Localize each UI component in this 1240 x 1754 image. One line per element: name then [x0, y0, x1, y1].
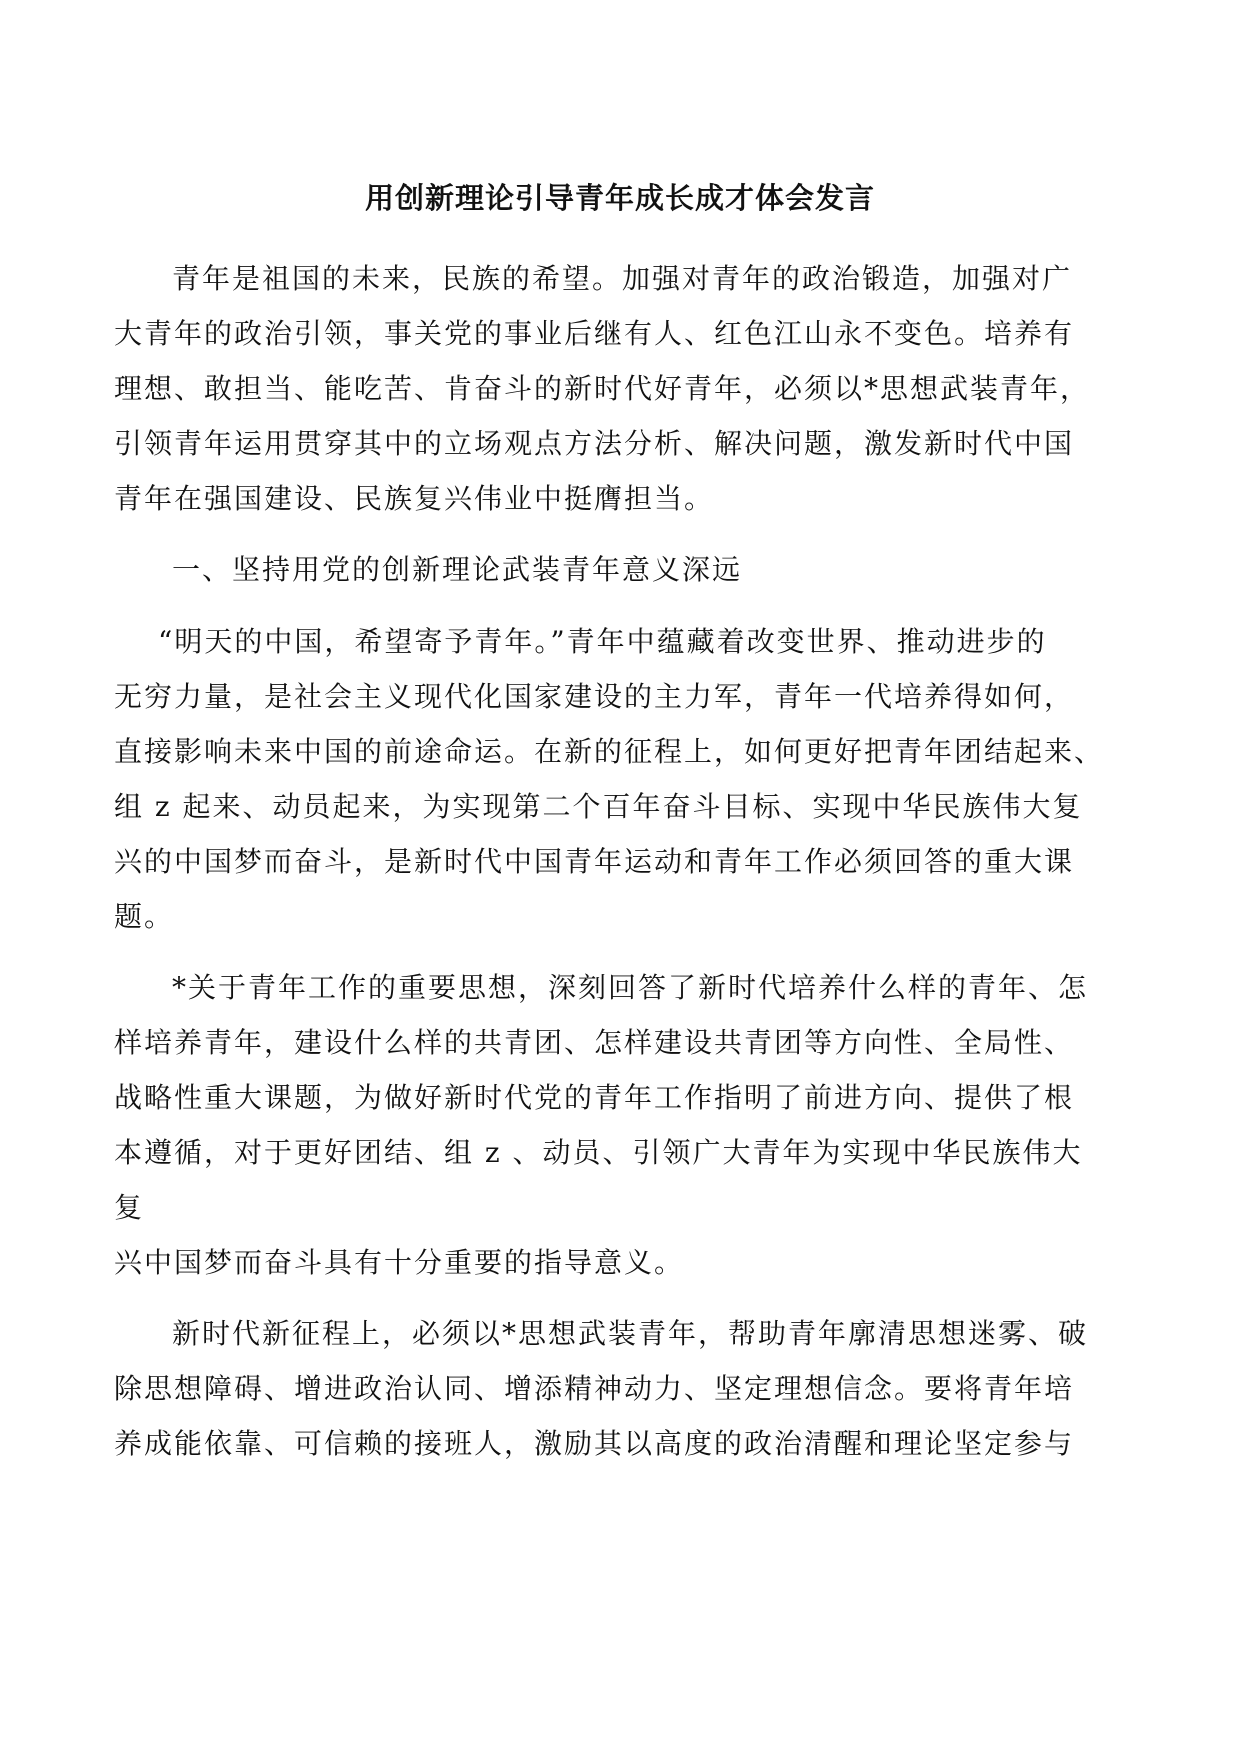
paragraph-line: 复	[114, 1191, 145, 1224]
paragraph-line: 养成能依靠、可信赖的接班人，激励其以高度的政治清醒和理论坚定参与	[114, 1427, 1075, 1460]
paragraph-line: 大青年的政治引领，事关党的事业后继有人、红色江山永不变色。培养有	[114, 317, 1075, 350]
paragraph-line: 除思想障碍、增进政治认同、增添精神动力、坚定理想信念。要将青年培	[114, 1372, 1075, 1405]
paragraph-4	[114, 1306, 1126, 1471]
paragraph-line: 兴的中国梦而奋斗，是新时代中国青年运动和青年工作必须回答的重大课	[114, 845, 1075, 878]
paragraph-line: 样培养青年，建设什么样的共青团、怎样建设共青团等方向性、全局性、	[114, 1026, 1075, 1059]
paragraph-line: 兴中国梦而奋斗具有十分重要的指导意义。	[114, 1246, 685, 1279]
paragraph-line: 组 z 起来、动员起来，为实现第二个百年奋斗目标、实现中华民族伟大复	[114, 790, 1083, 823]
paragraph-line: 青年是祖国的未来，民族的希望。加强对青年的政治锻造，加强对广	[172, 262, 1073, 295]
paragraph-1	[114, 251, 1126, 526]
paragraph-line: 引领青年运用贯穿其中的立场观点方法分析、解决问题，激发新时代中国	[114, 427, 1075, 460]
paragraph-line: 直接影响未来中国的前途命运。在新的征程上，如何更好把青年团结起来、	[114, 735, 1105, 768]
document-title: 用创新理论引导青年成长成才体会发言	[364, 181, 875, 215]
paragraph-line: 青年在强国建设、民族复兴伟业中挺膺担当。	[114, 482, 715, 515]
paragraph-line: 题。	[114, 900, 175, 933]
paragraph-line: 战略性重大课题，为做好新时代党的青年工作指明了前进方向、提供了根	[114, 1081, 1075, 1114]
paragraph-line: *关于青年工作的重要思想，深刻回答了新时代培养什么样的青年、怎	[172, 971, 1089, 1004]
paragraph-line: 新时代新征程上，必须以*思想武装青年，帮助青年廓清思想迷雾、破	[172, 1317, 1089, 1350]
paragraph-line: “明天的中国，希望寄予青年。”青年中蕴藏着改变世界、推动进步的	[158, 625, 1047, 658]
paragraph-line: 理想、敢担当、能吃苦、肯奋斗的新时代好青年，必须以*思想武装青年，	[114, 372, 1091, 405]
section-heading-1	[114, 542, 1126, 597]
paragraph-3	[114, 960, 1126, 1290]
paragraph-line: 本遵循，对于更好团结、组 z 、动员、引领广大青年为实现中华民族伟大	[114, 1136, 1083, 1169]
paragraph-line: 无穷力量，是社会主义现代化国家建设的主力军，青年一代培养得如何，	[114, 680, 1075, 713]
paragraph-2	[114, 614, 1126, 944]
section-heading-line: 一、坚持用党的创新理论武装青年意义深远	[172, 553, 743, 586]
